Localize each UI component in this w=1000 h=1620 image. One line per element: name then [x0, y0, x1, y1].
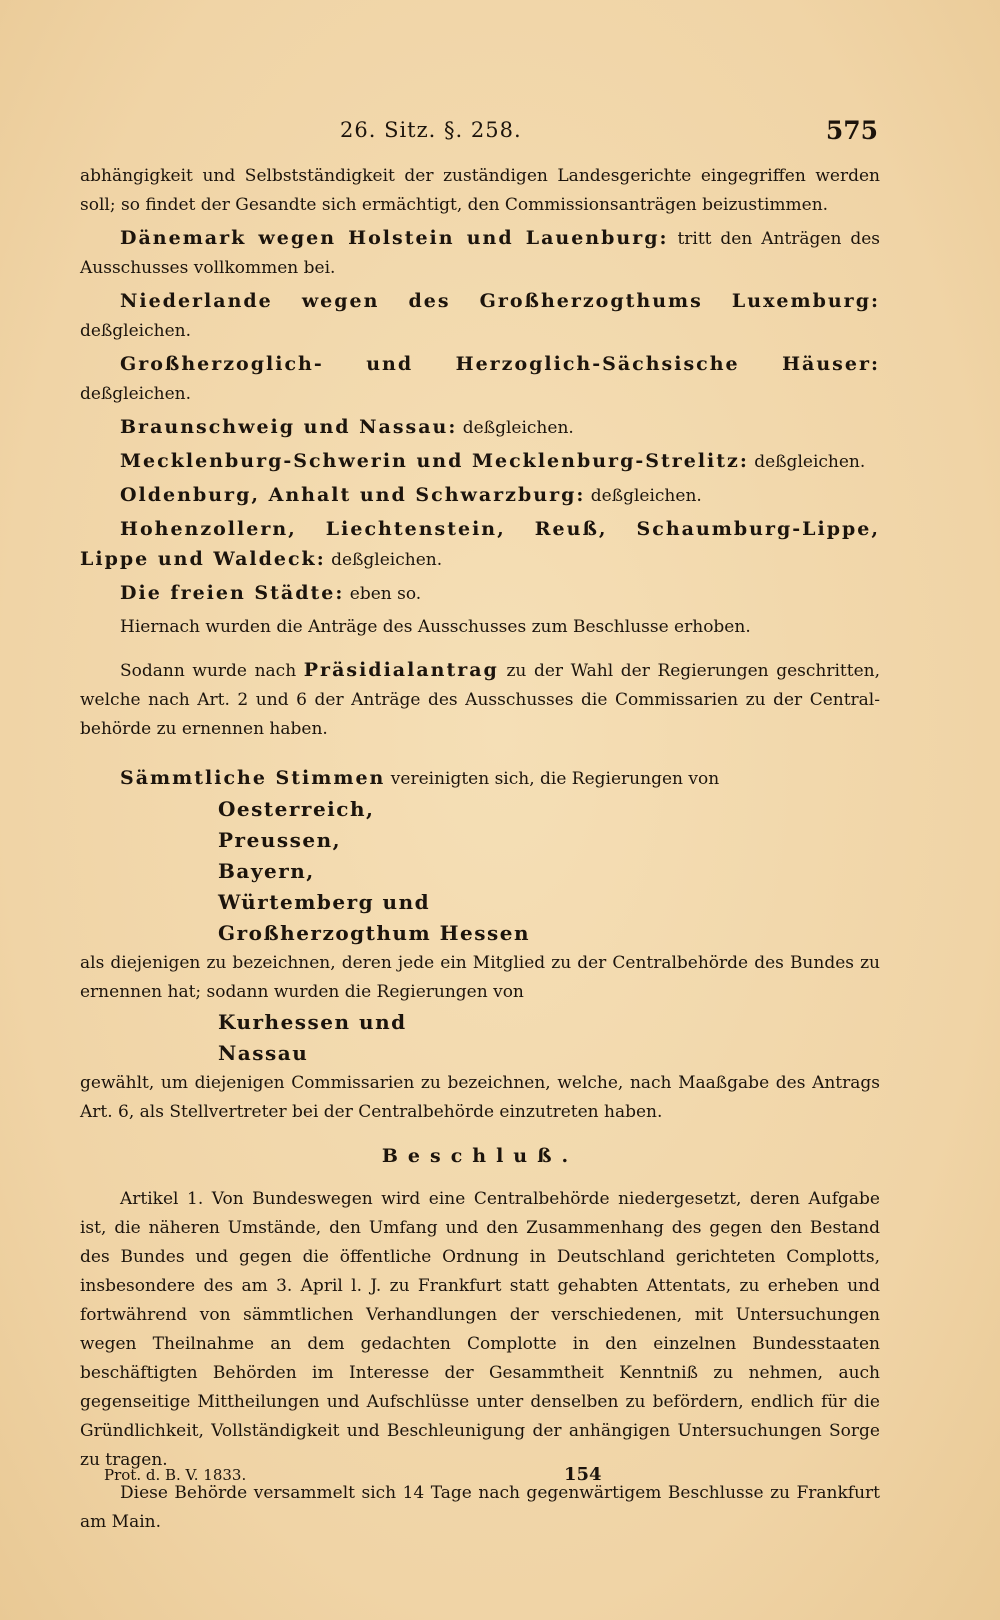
list-item: Bayern,	[218, 859, 315, 883]
vote-mecklenburg: Mecklenburg-Schwerin und Mecklenburg-Strelitz: deßgleichen.	[120, 450, 866, 472]
sodann-paragraph: Sodann wurde nach Präsidialantrag zu der Wahl der Regierungen geschritten, welche nach Art. 2 und 6 der Anträge des Ausschusses die Commissarien zu der Central-behörde zu ernennen haben.	[80, 659, 880, 739]
list-item: Preussen,	[218, 828, 342, 852]
vote-hohenzollern: Hohenzollern, Liechtenstein, Reuß, Schaumburg-Lippe, Lippe und Waldeck: deßgleichen.	[80, 518, 880, 570]
page-number: 575	[825, 116, 878, 145]
list-item: Kurhessen und	[218, 1010, 407, 1034]
vote-braunschweig: Braunschweig und Nassau: deßgleichen.	[120, 416, 574, 438]
section-reference: 26. Sitz. §. 258.	[340, 118, 522, 142]
governments-list-main	[218, 794, 880, 949]
vote-saechsische-haeuser: Großherzoglich- und Herzoglich-Sächsische Häuser: deßgleichen.	[80, 353, 880, 404]
page-header	[0, 116, 1000, 150]
intro-paragraph: abhängigkeit und Selbstständigkeit der zuständigen Landesgerichte eingegriffen werden soll; so findet der Gesandte sich ermächtigt, den Commissionsanträgen beizustimmen.	[80, 166, 880, 215]
saemmtliche-paragraph: Sämmtliche Stimmen vereinigten sich, die Regierungen von	[120, 767, 720, 789]
artikel-1-paragraph: Artikel 1. Von Bundeswegen wird eine Centralbehörde niedergesetzt, deren Aufgabe ist, die näheren Umstände, den Umfang und den Zusammenhang des gegen den Bestand des Bundes und gegen die öffentliche Ordnung in Deutschland gerichteten Complotts, insbesondere des am 3. April l. J. zu Frankfurt statt gehabten Attentats, zu erheben und fortwährend von sämmtlichen Verhandlungen der verschiedenen, mit Untersuchungen wegen Theilnahme an dem gedachten Complotte in den einzelnen Bundesstaaten beschäftigten Behörden im Interesse der Gesammtheit Kenntniß zu nehmen, auch gegenseitige Mittheilungen und Aufschlüsse unter denselben zu befördern, endlich für die Gründlichkeit, Vollständigkeit und Beschleunigung der anhängigen Untersuchungen Sorge zu tragen.	[80, 1189, 880, 1470]
als-paragraph: als diejenigen zu bezeichnen, deren jede ein Mitglied zu der Centralbehörde des Bundes zu ernennen hat; sodann wurden die Regierungen von	[80, 953, 880, 1002]
vote-daenemark: Dänemark wegen Holstein und Lauenburg: tritt den Anträgen des Ausschusses vollkommen bei.	[80, 227, 880, 278]
list-item: Würtemberg und	[218, 890, 431, 914]
vote-niederlande: Niederlande wegen des Großherzogthums Luxemburg: deßgleichen.	[80, 290, 880, 341]
gewaehlt-paragraph: gewählt, um diejenigen Commissarien zu bezeichnen, welche, nach Maaßgabe des Antrags Art. 6, als Stellvertreter bei der Centralbehörde einzutreten haben.	[80, 1073, 880, 1122]
list-item: Großherzogthum Hessen	[218, 921, 530, 945]
list-item: Oesterreich,	[218, 797, 375, 821]
governments-list-substitutes	[218, 1007, 880, 1069]
page-footer	[104, 1464, 904, 1494]
page-body	[80, 162, 880, 1537]
vote-oldenburg: Oldenburg, Anhalt und Schwarzburg: deßgleichen.	[120, 484, 702, 506]
diese-behoerde-paragraph: Diese Behörde versammelt sich 14 Tage nach gegenwärtigem Beschlusse zu Frankfurt am Main.	[80, 1483, 880, 1532]
vote-freie-staedte: Die freien Städte: eben so.	[120, 582, 422, 604]
hiernach-paragraph: Hiernach wurden die Anträge des Ausschusses zum Beschlusse erhoben.	[120, 617, 751, 637]
protocol-reference: Prot. d. B. V. 1833.	[104, 1466, 247, 1484]
list-item: Nassau	[218, 1041, 309, 1065]
beschluss-heading: Beschluß.	[381, 1145, 579, 1167]
signature-number: 154	[564, 1464, 602, 1485]
